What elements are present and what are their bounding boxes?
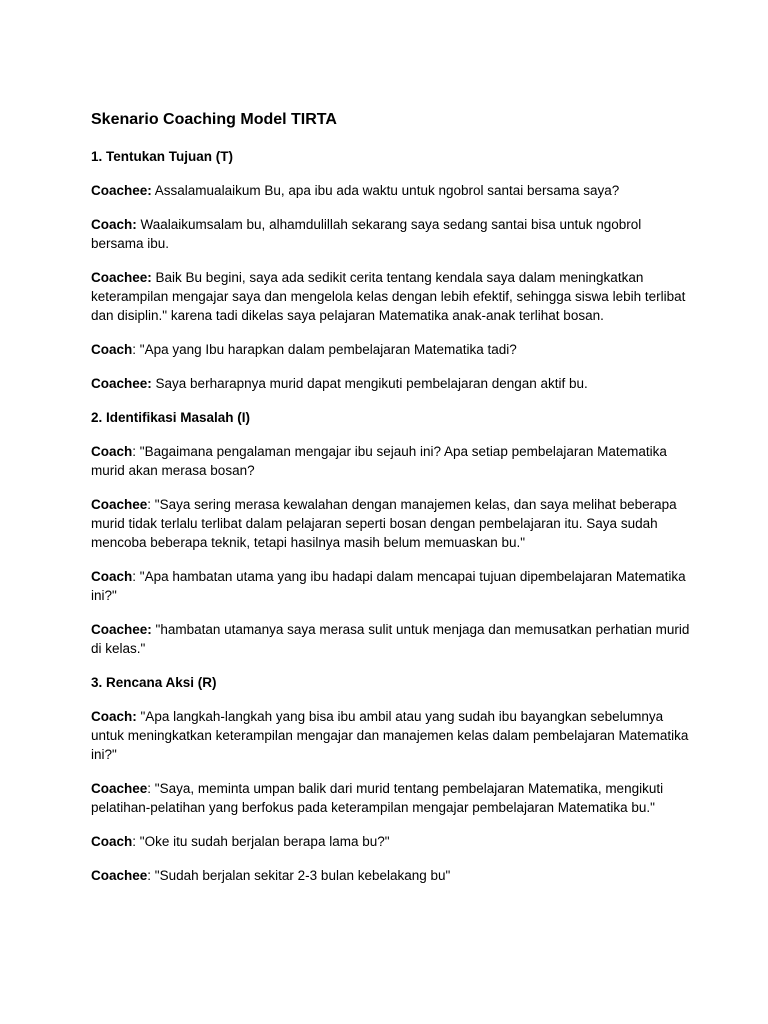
dialogue-line xyxy=(91,374,691,393)
section-heading: 2. Identifikasi Masalah (I) xyxy=(91,410,251,425)
dialogue-line xyxy=(91,567,691,605)
speaker-label: Coach xyxy=(91,342,133,357)
speaker-separator: : xyxy=(132,342,137,357)
dialogue-text: Assalamualaikum Bu, apa ibu ada waktu untuk ngobrol santai bersama saya? xyxy=(151,183,620,198)
dialogue-text: Baik Bu begini, saya ada sedikit cerita tentang kendala saya dalam meningkatkan keterampilan mengajar saya dan mengelola kelas dengan lebih efektif, sehingga siswa lebih terlibat dan disiplin." karena tadi dikelas saya pelajaran Matematika anak-anak terlihat bosan. xyxy=(91,270,686,323)
dialogue-text: "Oke itu sudah berjalan berapa lama bu?" xyxy=(136,834,390,849)
speaker-separator: : xyxy=(132,834,137,849)
dialogue-line xyxy=(91,215,691,253)
speaker-label: Coachee xyxy=(91,497,148,512)
speaker-separator: : xyxy=(147,497,152,512)
dialogue-line xyxy=(91,340,691,359)
section-tentukan-tujuan xyxy=(91,147,691,393)
dialogue-text: "Saya, meminta umpan balik dari murid tentang pembelajaran Matematika, mengikuti pelatihan-pelatihan yang berfokus pada keterampilan mengajar pembelajaran Matematika bu." xyxy=(91,781,664,815)
dialogue-line xyxy=(91,707,691,764)
speaker-label: Coachee: xyxy=(91,622,152,637)
speaker-separator: : xyxy=(132,444,137,459)
dialogue-line xyxy=(91,495,691,552)
speaker-label: Coachee: xyxy=(91,376,152,391)
dialogue-text: "hambatan utamanya saya merasa sulit untuk menjaga dan memusatkan perhatian murid di kelas." xyxy=(91,622,690,656)
section-heading: 3. Rencana Aksi (R) xyxy=(91,675,217,690)
dialogue-line xyxy=(91,181,691,200)
dialogue-text: "Saya sering merasa kewalahan dengan manajemen kelas, dan saya melihat beberapa murid tidak terlalu terlibat dalam pelajaran seperti bosan dengan pembelajaran itu. Saya sudah mencoba beberapa teknik, tetapi hasilnya masih belum memuaskan bu." xyxy=(91,497,677,550)
speaker-separator: : xyxy=(147,781,152,796)
speaker-label: Coach: xyxy=(91,709,137,724)
speaker-label: Coachee xyxy=(91,868,148,883)
section-heading: 1. Tentukan Tujuan (T) xyxy=(91,149,233,164)
dialogue-text: Saya berharapnya murid dapat mengikuti pembelajaran dengan aktif bu. xyxy=(151,376,588,391)
dialogue-text: Waalaikumsalam bu, alhamdulillah sekarang saya sedang santai bisa untuk ngobrol bersama ibu. xyxy=(91,217,642,251)
document-title: Skenario Coaching Model TIRTA xyxy=(91,111,337,128)
dialogue-line xyxy=(91,832,691,851)
speaker-label: Coach xyxy=(91,444,133,459)
speaker-separator: : xyxy=(132,569,137,584)
speaker-label: Coachee: xyxy=(91,183,152,198)
dialogue-text: "Apa yang Ibu harapkan dalam pembelajaran Matematika tadi? xyxy=(136,342,517,357)
dialogue-line xyxy=(91,866,691,885)
speaker-label: Coachee: xyxy=(91,270,152,285)
dialogue-text: "Sudah berjalan sekitar 2-3 bulan kebelakang bu" xyxy=(151,868,451,883)
speaker-label: Coach xyxy=(91,834,133,849)
dialogue-text: "Apa hambatan utama yang ibu hadapi dalam mencapai tujuan dipembelajaran Matematika ini?" xyxy=(91,569,686,603)
speaker-separator: : xyxy=(147,868,152,883)
dialogue-text: "Apa langkah-langkah yang bisa ibu ambil atau yang sudah ibu bayangkan sebelumnya untuk meningkatkan keterampilan mengajar dan manajemen kelas dalam pembelajaran Matematika ini?" xyxy=(91,709,689,762)
section-identifikasi-masalah xyxy=(91,408,691,658)
dialogue-line xyxy=(91,779,691,817)
document-page xyxy=(91,109,691,900)
dialogue-line xyxy=(91,268,691,325)
dialogue-text: "Bagaimana pengalaman mengajar ibu sejauh ini? Apa setiap pembelajaran Matematika murid akan merasa bosan? xyxy=(91,444,667,478)
section-rencana-aksi xyxy=(91,673,691,885)
dialogue-line xyxy=(91,620,691,658)
speaker-label: Coach xyxy=(91,569,133,584)
dialogue-line xyxy=(91,442,691,480)
speaker-label: Coachee xyxy=(91,781,148,796)
speaker-label: Coach: xyxy=(91,217,137,232)
